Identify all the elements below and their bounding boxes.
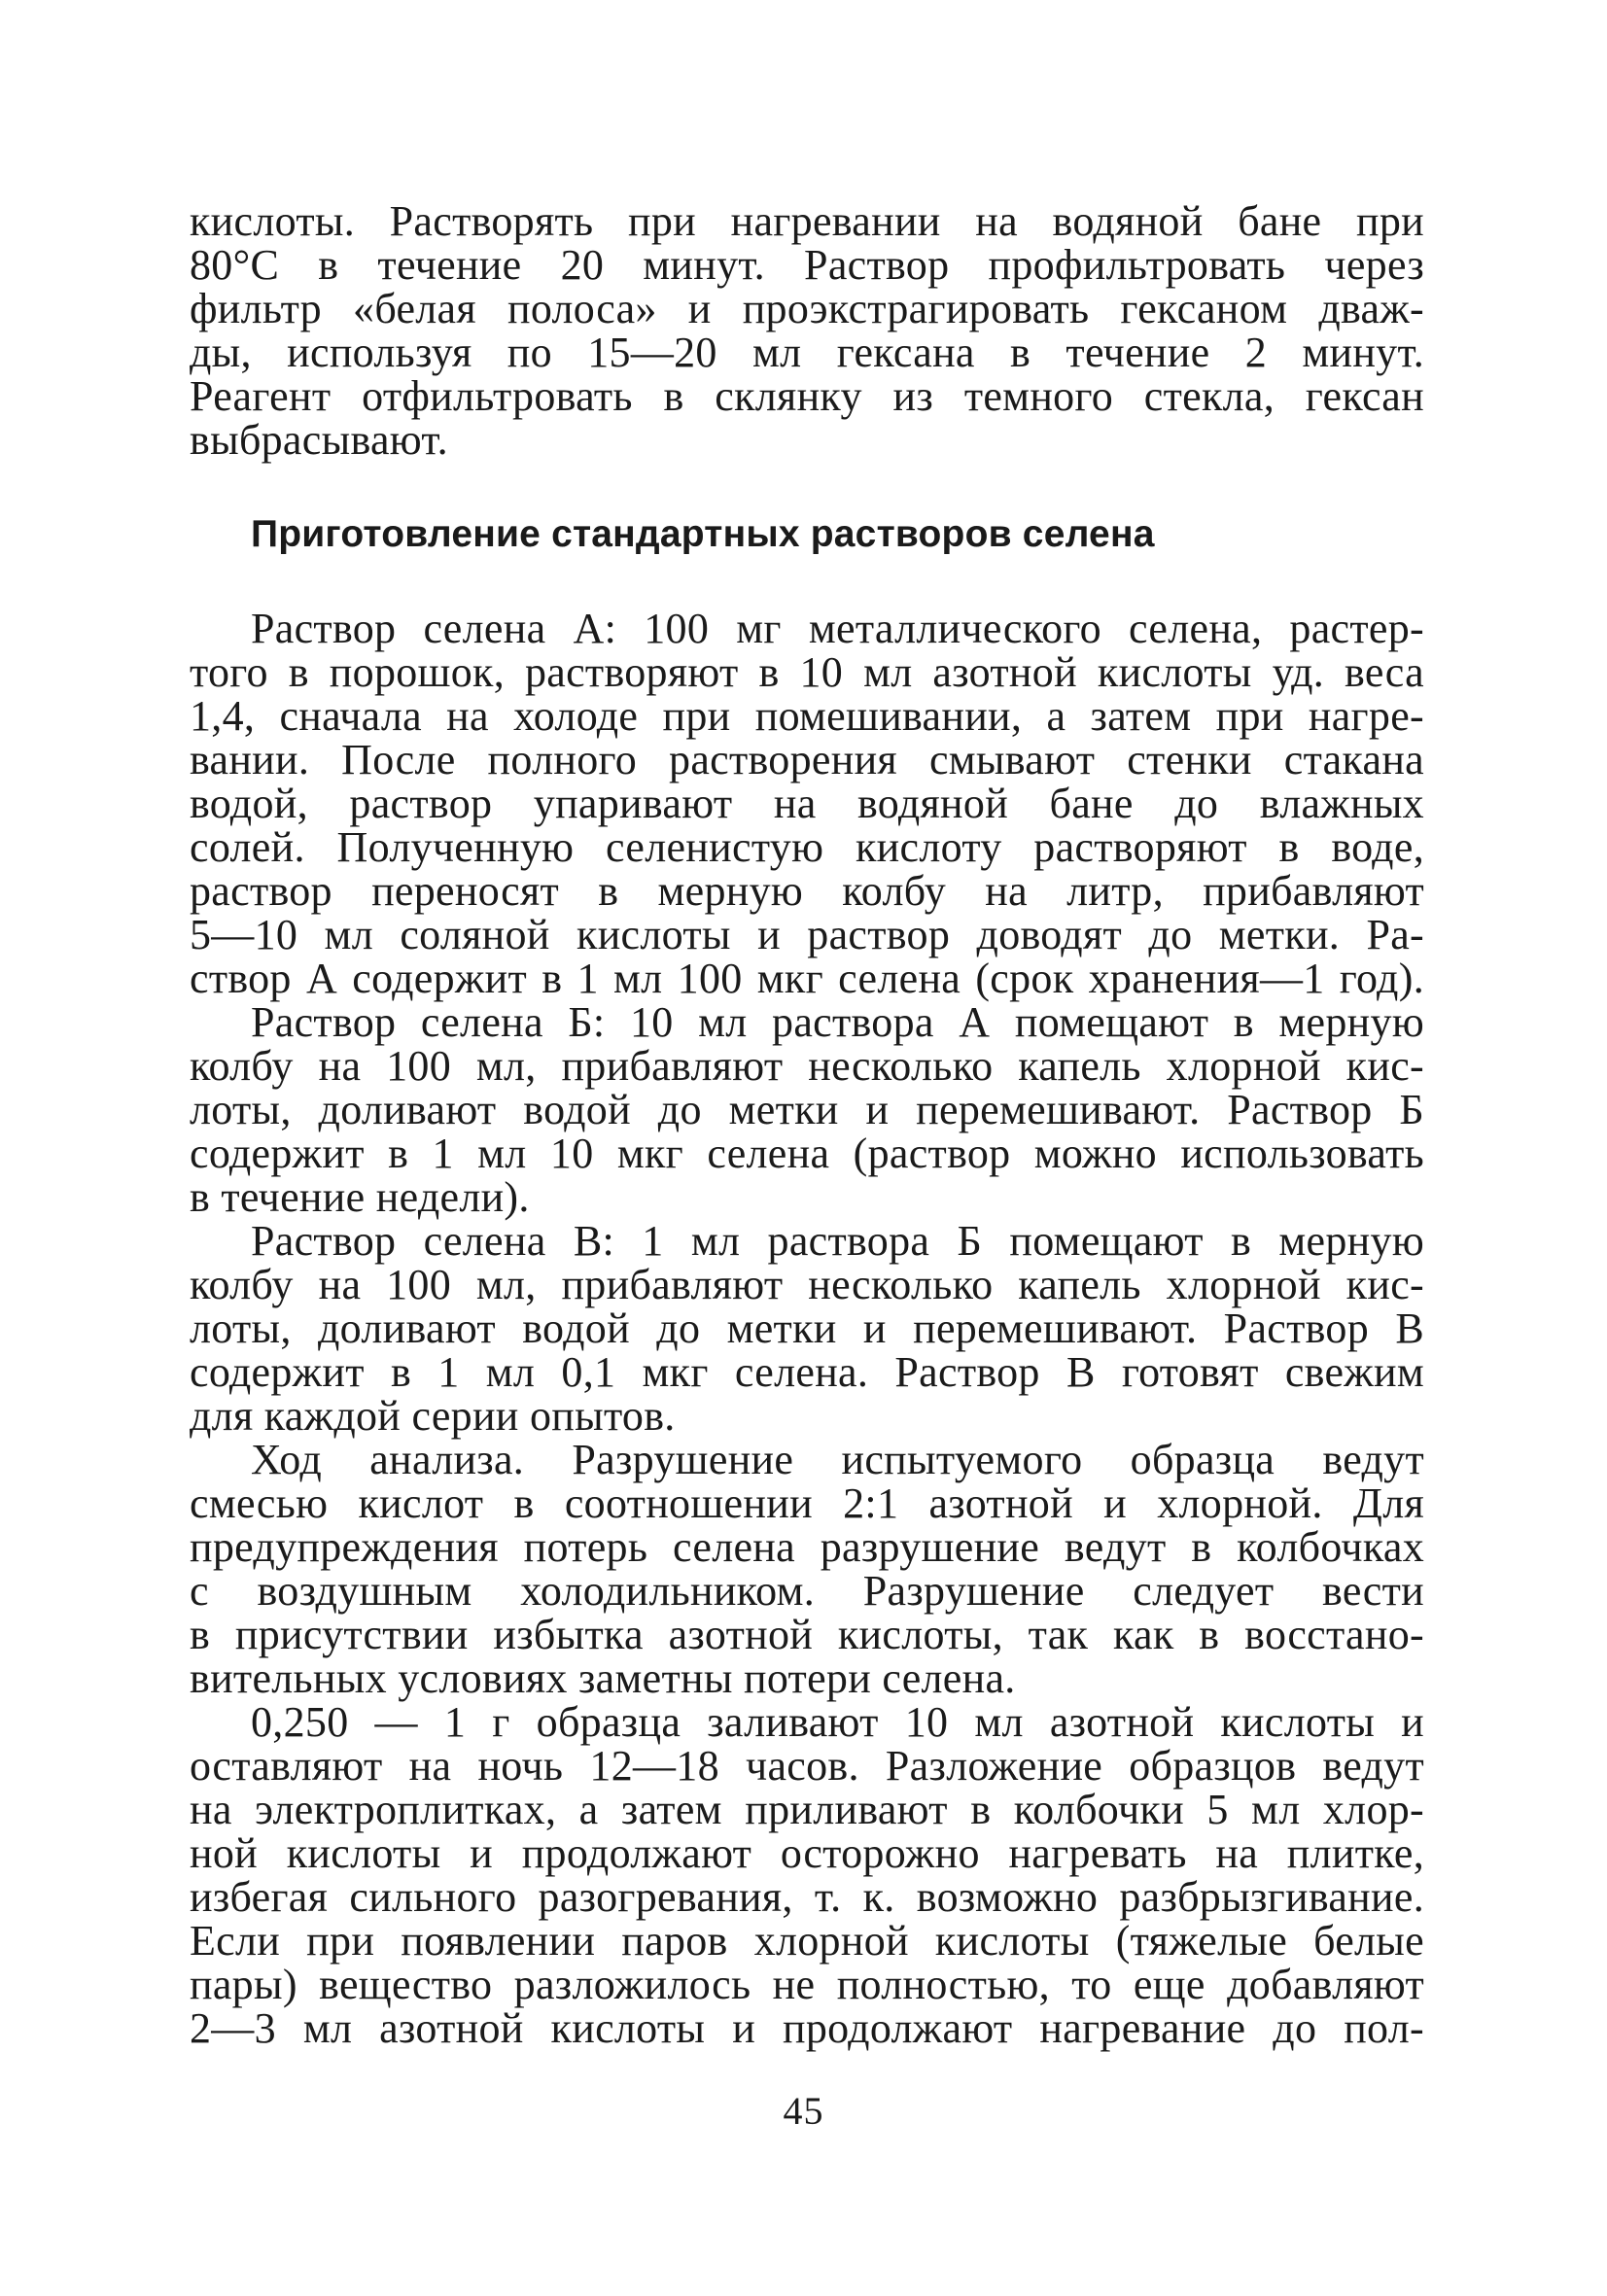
text-line: лоты, доливают водой до метки и перемешивают. Раствор Б (190, 1086, 1424, 1133)
text-line: на электроплитках, а затем приливают в колбочки 5 мл хлор- (190, 1786, 1424, 1833)
text-line: 1,4, сначала на холоде при помешивании, а затем при нагре- (190, 692, 1424, 740)
text-line: ды, используя по 15—20 мл гексана в течение 2 минут. (190, 329, 1424, 376)
text-line: колбу на 100 мл, прибавляют несколько капель хлорной кис- (190, 1261, 1424, 1308)
paragraph-solution-v (190, 1219, 1424, 1438)
text-line: предупреждения потерь селена разрушение ведут в колбочках (190, 1523, 1424, 1571)
text-line: солей. Полученную селенистую кислоту растворяют в воде, (190, 823, 1424, 871)
text-line: того в порошок, растворяют в 10 мл азотной кислоты уд. веса (190, 648, 1424, 696)
text-line: избегая сильного разогревания, т. к. возможно разбрызгивание. (190, 1873, 1424, 1921)
text-line: кислоты. Растворять при нагревании на водяной бане при (190, 197, 1424, 245)
text-line: содержит в 1 мл 10 мкг селена (раствор можно использовать (190, 1130, 1424, 1177)
text-line: ной кислоты и продолжают осторожно нагревать на плитке, (190, 1829, 1424, 1877)
paragraph-sample-digestion (190, 1700, 1424, 2050)
text-line: 5—10 мл соляной кислоты и раствор доводят до метки. Ра- (190, 911, 1424, 958)
text-line: с воздушным холодильником. Разрушение следует вести (190, 1567, 1424, 1615)
text-line: Раствор селена Б: 10 мл раствора А помещают в мерную (251, 998, 1424, 1046)
text-line: лоты, доливают водой до метки и перемешивают. Раствор В (190, 1305, 1424, 1352)
paragraph-solution-b (190, 1000, 1424, 1219)
paragraph-solution-a (190, 607, 1424, 1000)
text-line: фильтр «белая полоса» и проэкстрагировать гексаном дваж- (190, 285, 1424, 332)
page-number: 45 (783, 2089, 824, 2133)
intro-paragraph (190, 199, 1424, 462)
text-line: содержит в 1 мл 0,1 мкг селена. Раствор В готовят свежим (190, 1348, 1424, 1396)
text-line: 2—3 мл азотной кислоты и продолжают нагревание до пол- (190, 2004, 1424, 2052)
text-line: Раствор селена А: 100 мг металлического селена, растер- (251, 605, 1424, 652)
page-body (190, 199, 1424, 2050)
text-line: оставляют на ночь 12—18 часов. Разложение образцов ведут (190, 1742, 1424, 1790)
text-line: выбрасывают. (190, 416, 448, 464)
text-line: 80°С в течение 20 минут. Раствор профильтровать через (190, 241, 1424, 289)
text-line: 0,250 — 1 г образца заливают 10 мл азотной кислоты и (251, 1698, 1424, 1746)
text-line: створ А содержит в 1 мл 100 мкг селена (срок хранения—1 год). (190, 955, 1424, 1002)
text-line: вительных условиях заметны потери селена. (190, 1654, 1016, 1702)
text-line: в течение недели). (190, 1173, 530, 1221)
text-line: Ход анализа. Разрушение испытуемого образца ведут (251, 1436, 1424, 1483)
text-line: колбу на 100 мл, прибавляют несколько капель хлорной кис- (190, 1042, 1424, 1090)
text-line: в присутствии избытка азотной кислоты, так как в восстано- (190, 1611, 1424, 1658)
text-line: раствор переносят в мерную колбу на литр, прибавляют (190, 867, 1424, 915)
text-line: смесью кислот в соотношении 2:1 азотной и хлорной. Для (190, 1479, 1424, 1527)
text-line: для каждой серии опытов. (190, 1392, 676, 1440)
section-heading: Приготовление стандартных растворов селена (251, 513, 1155, 555)
text-line: Раствор селена В: 1 мл раствора Б помещают в мерную (251, 1217, 1424, 1265)
paragraph-analysis-procedure (190, 1438, 1424, 1700)
text-line: Реагент отфильтровать в склянку из темного стекла, гексан (190, 372, 1424, 420)
text-line: вании. После полного растворения смывают стенки стакана (190, 736, 1424, 783)
text-line: водой, раствор упаривают на водяной бане до влажных (190, 780, 1424, 827)
text-line: Если при появлении паров хлорной кислоты (тяжелые белые (190, 1917, 1424, 1965)
text-line: пары) вещество разложилось не полностью, то еще добавляют (190, 1961, 1424, 2008)
